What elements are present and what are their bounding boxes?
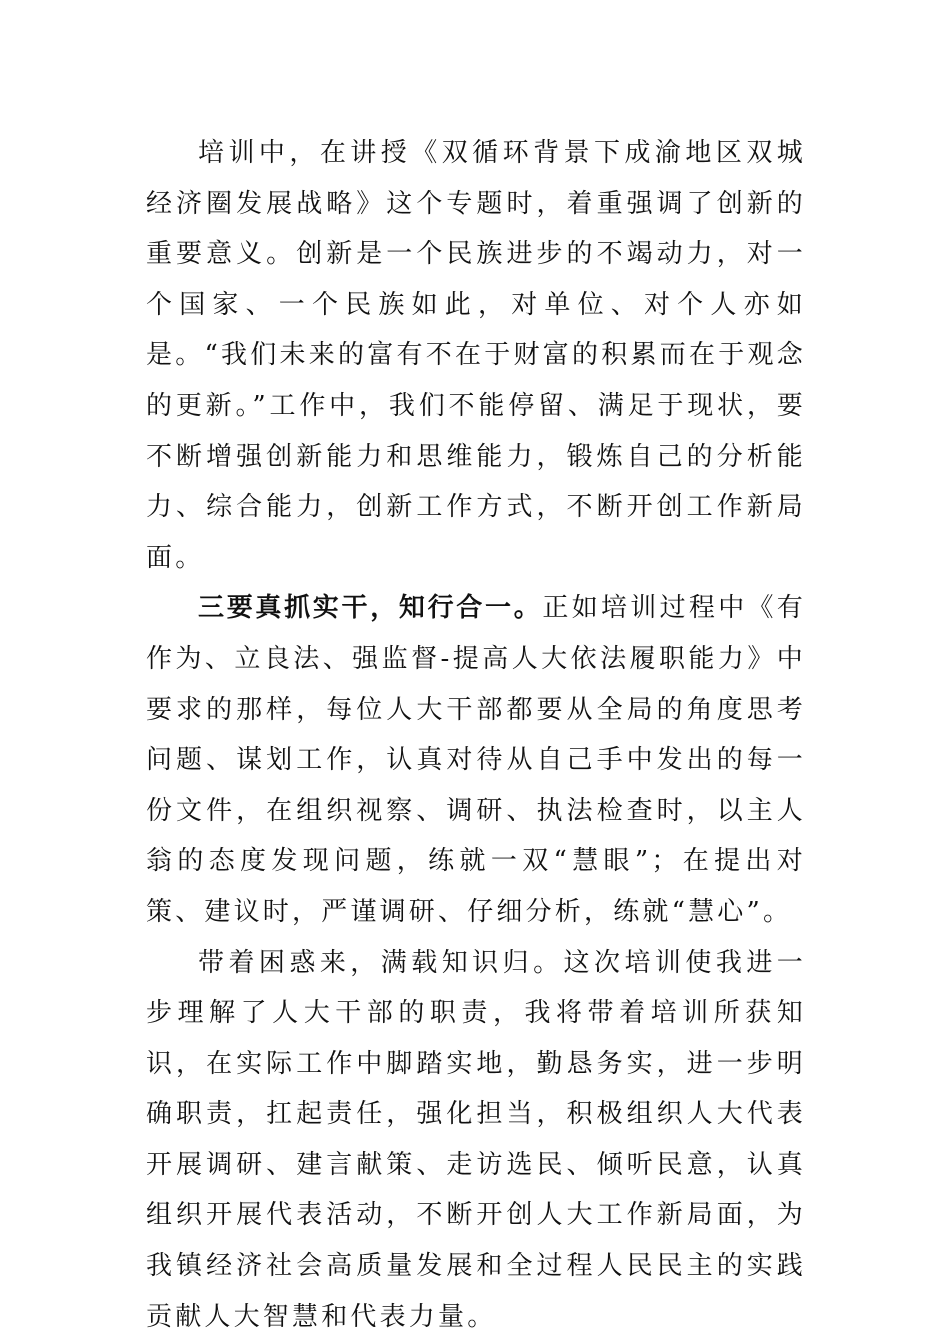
document-body: [146, 128, 806, 1342]
paragraph-text: 正如培训过程中《有作为、立良法、强监督-提高人大依法履职能力》中要求的那样，每位人大干部都要从全局的角度思考问题、谋划工作，认真对待从自己手中发出的每一份文件，在组织视察、调研、执法检查时，以主人翁的态度发现问题，练就一双“慧眼”；在提出对策、建议时，严谨调研、仔细分析，练就“慧心”。: [146, 593, 807, 927]
paragraph-lead-heading: 三要真抓实干，知行合一。: [198, 593, 543, 624]
paragraph-text: 培训中，在讲授《双循环背景下成渝地区双城经济圈发展战略》这个专题时，着重强调了创新的重要意义。创新是一个民族进步的不竭动力，对一个国家、一个民族如此，对单位、对个人亦如是。“我们未来的富有不在于财富的积累而在于观念的更新。”工作中，我们不能停留、满足于现状，要不断增强创新能力和思维能力，锻炼自己的分析能力、综合能力，创新工作方式，不断开创工作新局面。: [146, 138, 806, 573]
paragraph-text: 带着困惑来，满载知识归。这次培训使我进一步理解了人大干部的职责，我将带着培训所获知识，在实际工作中脚踏实地，勤恳务实，进一步明确职责，扛起责任，强化担当，积极组织人大代表开展调研、建言献策、走访选民、倾听民意，认真组织开展代表活动，不断开创人大工作新局面，为我镇经济社会高质量发展和全过程人民民主的实践贡献人大智慧和代表力量。: [146, 947, 806, 1332]
paragraph-innovation: [146, 128, 806, 583]
paragraph-conclusion: [146, 938, 806, 1343]
paragraph-practice: [146, 583, 806, 937]
